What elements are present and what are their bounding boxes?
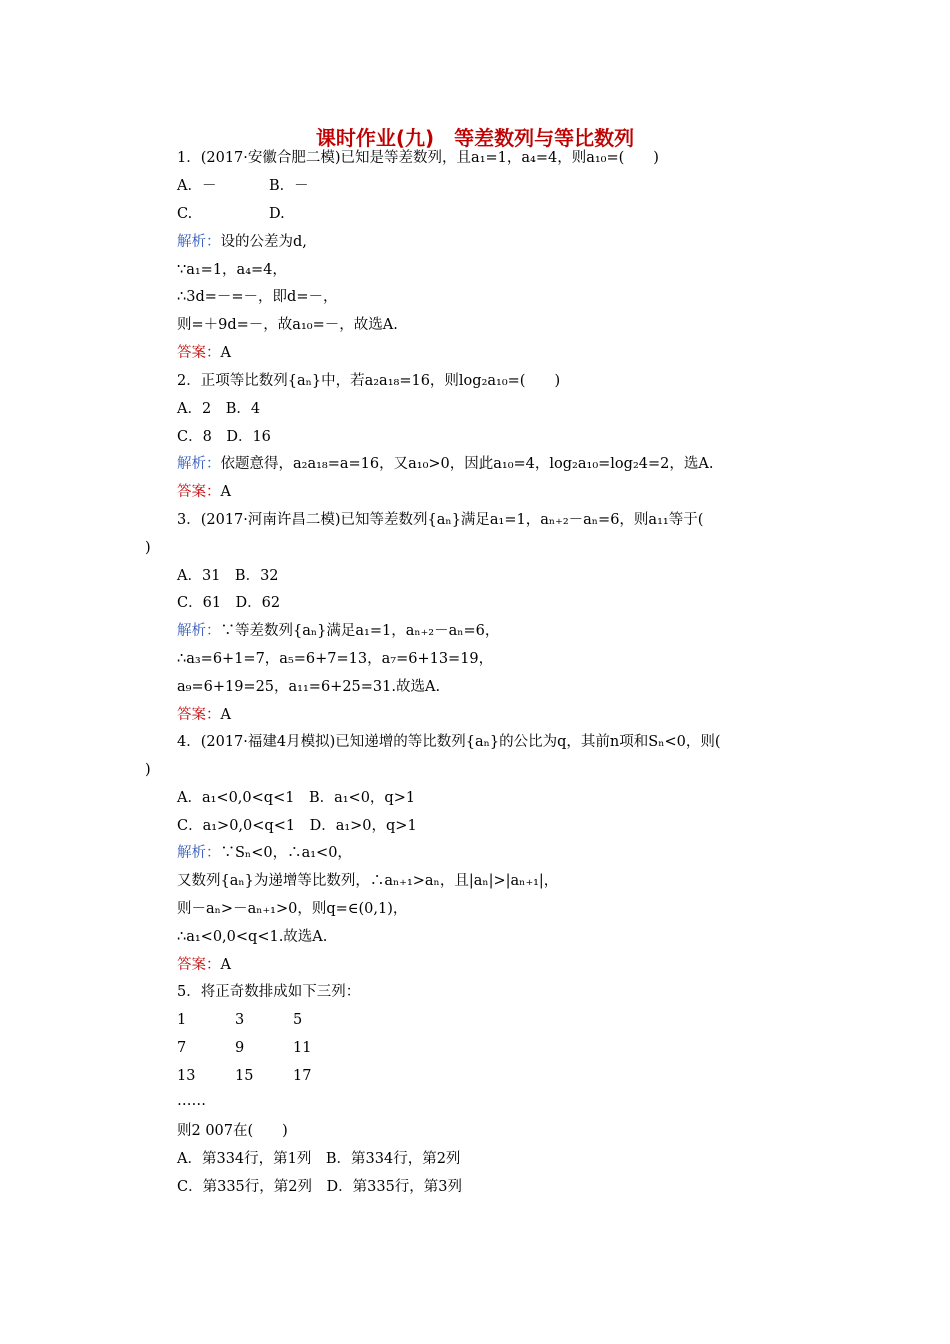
q4-options-cd: C．a₁>0,0<q<1 D．a₁>0，q>1 (177, 818, 417, 834)
q1-analysis-4: 则=＋9d=－，故a₁₀=－，故选A. (177, 317, 398, 333)
analysis-label: 解析： (177, 456, 221, 472)
q5-cell: 1 (177, 1012, 187, 1028)
q4-answer (177, 955, 231, 975)
q1-answer (177, 343, 231, 363)
q4-stem: 4．(2017·福建4月模拟)已知递增的等比数列{aₙ}的公比为q，其前n项和Sₙ<0，则( (177, 734, 721, 750)
q5-ellipsis: …… (177, 1093, 206, 1109)
q5-options-ab: A．第334行，第1列 B．第334行，第2列 (177, 1151, 461, 1167)
q3-analysis-text: ∵等差数列{aₙ}满足a₁=1，aₙ₊₂－aₙ=6， (220, 623, 500, 639)
q5-row (177, 1010, 302, 1030)
q2-analysis-1 (177, 454, 713, 474)
analysis-label: 解析： (177, 234, 221, 250)
q1-analysis-text: 设的公差为d, (220, 234, 307, 250)
q1-analysis-1 (177, 232, 307, 252)
q3-options-cd: C．61 D．62 (177, 595, 281, 611)
q1-option-a: A．－ (177, 178, 217, 194)
q4-analysis-text: ∵Sₙ<0，∴a₁<0， (220, 845, 352, 861)
q5-question: 则2 007在( ) (177, 1123, 288, 1139)
q5-options-cd: C．第335行，第2列 D．第335行，第3列 (177, 1179, 463, 1195)
q5-row (177, 1038, 311, 1058)
q1-option-c: C. (177, 206, 193, 222)
answer-label: 答案： (177, 707, 221, 723)
q1-options-ab (177, 176, 309, 196)
q5-cell: 3 (235, 1012, 245, 1028)
q2-options-cd: C．8 D．16 (177, 429, 271, 445)
q2-stem: 2．正项等比数列{aₙ}中，若a₂a₁₈=16，则log₂a₁₀=( ) (177, 373, 561, 389)
q3-options-ab: A．31 B．32 (177, 568, 279, 584)
answer-label: 答案： (177, 957, 221, 973)
analysis-label: 解析： (177, 845, 221, 861)
answer-label: 答案： (177, 345, 221, 361)
q3-analysis-3: a₉=6+19=25，a₁₁=6+25=31.故选A. (177, 679, 441, 695)
q3-stem: 3．(2017·河南许昌二模)已知等差数列{aₙ}满足a₁=1，aₙ₊₂－aₙ=6，则a₁₁等于( (177, 512, 704, 528)
q5-cell: 11 (293, 1040, 312, 1056)
q5-cell: 13 (177, 1068, 196, 1084)
q2-answer (177, 482, 231, 502)
q4-analysis-4: ∴a₁<0,0<q<1.故选A. (177, 929, 328, 945)
q3-analysis-1 (177, 621, 499, 641)
analysis-label: 解析： (177, 623, 221, 639)
q1-stem: 1．(2017·安徽合肥二模)已知是等差数列，且a₁=1，a₄=4，则a₁₀=( ) (177, 150, 659, 166)
q5-cell: 5 (293, 1012, 303, 1028)
q4-stem-end: ) (145, 762, 151, 778)
q3-stem-end: ) (145, 540, 151, 556)
q5-row (177, 1066, 311, 1086)
q4-analysis-1 (177, 843, 352, 863)
q3-answer (177, 705, 231, 725)
q1-options-cd (177, 204, 285, 224)
answer-label: 答案： (177, 484, 221, 500)
q1-analysis-2: ∵a₁=1，a₄=4， (177, 262, 287, 278)
q4-analysis-2: 又数列{aₙ}为递增等比数列，∴aₙ₊₁>aₙ，且|aₙ|>|aₙ₊₁|， (177, 873, 559, 889)
q4-analysis-3: 则－aₙ>－aₙ₊₁>0，则q=∈(0,1)， (177, 901, 408, 917)
q4-answer-value: A (220, 957, 231, 973)
q5-stem: 5．将正奇数排成如下三列： (177, 984, 361, 1000)
q5-cell: 7 (177, 1040, 187, 1056)
q3-analysis-2: ∴a₃=6+1=7，a₅=6+7=13，a₇=6+13=19， (177, 651, 494, 667)
q2-answer-value: A (220, 484, 231, 500)
q5-cell: 17 (293, 1068, 312, 1084)
q1-option-d: D. (269, 206, 285, 222)
q5-cell: 9 (235, 1040, 245, 1056)
q2-analysis-text: 依题意得，a₂a₁₈=a=16，又a₁₀>0，因此a₁₀=4，log₂a₁₀=log₂4=2，选A. (220, 456, 714, 472)
page-title: 课时作业(九) 等差数列与等比数列 (315, 126, 635, 150)
q4-options-ab: A．a₁<0,0<q<1 B．a₁<0，q>1 (177, 790, 416, 806)
q1-option-b: B．－ (269, 178, 309, 194)
q5-cell: 15 (235, 1068, 254, 1084)
q2-options-ab: A．2 B．4 (177, 401, 261, 417)
q1-analysis-3: ∴3d=－=－，即d=－， (177, 289, 338, 305)
q1-answer-value: A (220, 345, 231, 361)
q3-answer-value: A (220, 707, 231, 723)
